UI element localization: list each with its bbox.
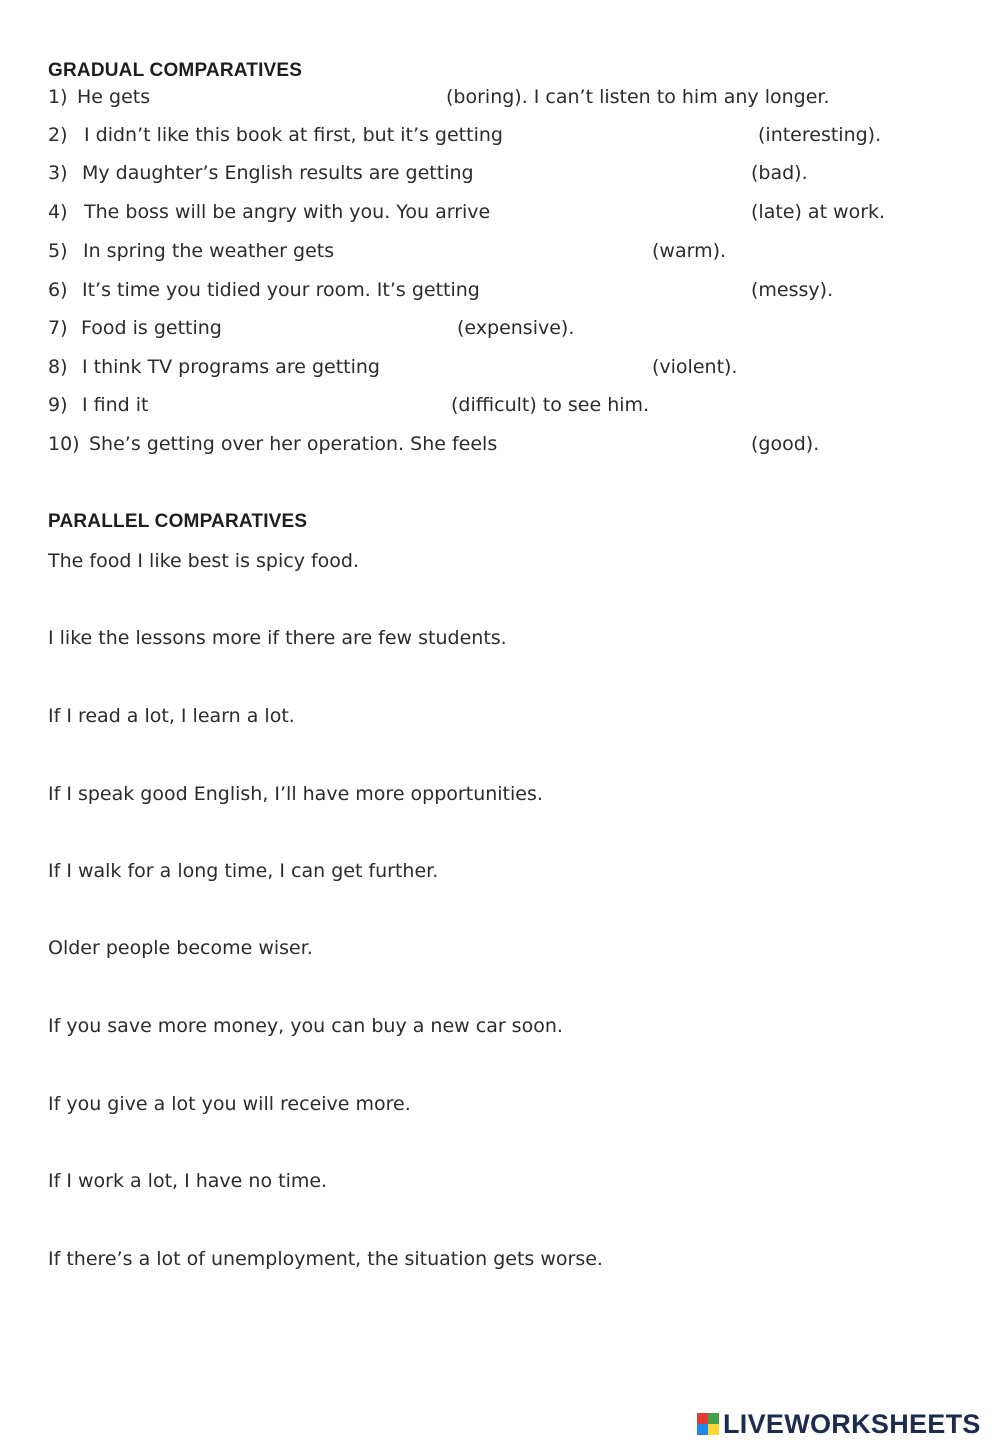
parallel-sentence-4: If I speak good English, I’ll have more opportunities. — [48, 783, 543, 805]
item-stem: The boss will be angry with you. You arrive — [84, 201, 491, 223]
gradual-item-10 — [0, 429, 1000, 459]
answer-field[interactable] — [48, 655, 948, 695]
answer-blank[interactable] — [234, 313, 450, 343]
item-stem: I didn’t like this book at first, but it’s getting — [84, 124, 503, 146]
item-stem: In spring the weather gets — [83, 240, 335, 262]
gradual-item-2 — [0, 120, 1000, 150]
answer-blank[interactable] — [478, 275, 744, 305]
item-number: 7) — [48, 317, 68, 339]
brand-name: LIVEWORKSHEETS — [723, 1408, 981, 1439]
liveworksheets-logo-icon — [697, 1413, 719, 1435]
item-hint: (good). — [751, 433, 820, 455]
parallel-sentence-9: If I work a lot, I have no time. — [48, 1170, 328, 1192]
gradual-item-8 — [0, 352, 1000, 382]
item-number: 3) — [48, 162, 68, 184]
parallel-sentence-10: If there’s a lot of unemployment, the situation gets worse. — [48, 1248, 603, 1270]
item-number: 4) — [48, 201, 68, 223]
gradual-item-5 — [0, 236, 1000, 266]
item-hint: (expensive). — [457, 317, 575, 339]
answer-blank[interactable] — [385, 352, 645, 382]
item-hint: (bad). — [751, 162, 808, 184]
answer-field[interactable] — [48, 965, 948, 1005]
answer-blank[interactable] — [478, 158, 744, 188]
answer-field[interactable] — [48, 578, 948, 618]
answer-field[interactable] — [48, 811, 948, 851]
item-stem: My daughter’s English results are getting — [82, 162, 474, 184]
item-stem: Food is getting — [81, 317, 222, 339]
item-hint: (difficult) to see him. — [451, 394, 650, 416]
answer-field[interactable] — [48, 1198, 948, 1238]
answer-blank[interactable] — [158, 390, 444, 420]
item-number: 10) — [48, 433, 80, 455]
answer-field[interactable] — [48, 1121, 948, 1161]
parallel-sentence-7: If you save more money, you can buy a new car soon. — [48, 1015, 563, 1037]
gradual-item-4 — [0, 197, 1000, 227]
gradual-item-7 — [0, 313, 1000, 343]
gradual-item-9 — [0, 390, 1000, 420]
parallel-sentence-2: I like the lessons more if there are few students. — [48, 627, 507, 649]
parallel-sentence-6: Older people become wiser. — [48, 937, 313, 959]
answer-blank[interactable] — [505, 429, 745, 459]
answer-field[interactable] — [48, 1043, 948, 1083]
gradual-item-6 — [0, 275, 1000, 305]
item-number: 9) — [48, 394, 68, 416]
answer-blank[interactable] — [160, 82, 440, 112]
answer-field[interactable] — [48, 888, 948, 928]
parallel-sentence-8: If you give a lot you will receive more. — [48, 1093, 411, 1115]
item-stem: It’s time you tidied your room. It’s getting — [82, 279, 480, 301]
parallel-section-title: PARALLEL COMPARATIVES — [48, 511, 308, 532]
parallel-sentence-3: If I read a lot, I learn a lot. — [48, 705, 295, 727]
answer-blank[interactable] — [505, 120, 750, 150]
item-hint: (interesting). — [758, 124, 882, 146]
item-stem: I find it — [82, 394, 149, 416]
answer-field[interactable] — [48, 1276, 948, 1316]
item-stem: He gets — [77, 86, 151, 108]
answer-field[interactable] — [48, 733, 948, 773]
answer-blank[interactable] — [342, 236, 644, 266]
parallel-sentence-5: If I walk for a long time, I can get further. — [48, 860, 439, 882]
parallel-sentence-1: The food I like best is spicy food. — [48, 550, 360, 572]
item-stem: I think TV programs are getting — [82, 356, 380, 378]
item-hint: (warm). — [652, 240, 727, 262]
liveworksheets-logo — [697, 1409, 981, 1439]
item-number: 1) — [48, 86, 68, 108]
item-number: 8) — [48, 356, 68, 378]
item-hint: (late) at work. — [751, 201, 886, 223]
gradual-item-1 — [0, 82, 1000, 112]
item-number: 5) — [48, 240, 68, 262]
item-hint: (messy). — [751, 279, 834, 301]
item-number: 2) — [48, 124, 68, 146]
item-hint: (boring). I can’t listen to him any longer. — [446, 86, 830, 108]
item-hint: (violent). — [652, 356, 738, 378]
gradual-item-3 — [0, 158, 1000, 188]
answer-blank[interactable] — [492, 197, 744, 227]
gradual-section-title: GRADUAL COMPARATIVES — [48, 60, 303, 81]
item-stem: She’s getting over her operation. She feels — [89, 433, 498, 455]
item-number: 6) — [48, 279, 68, 301]
